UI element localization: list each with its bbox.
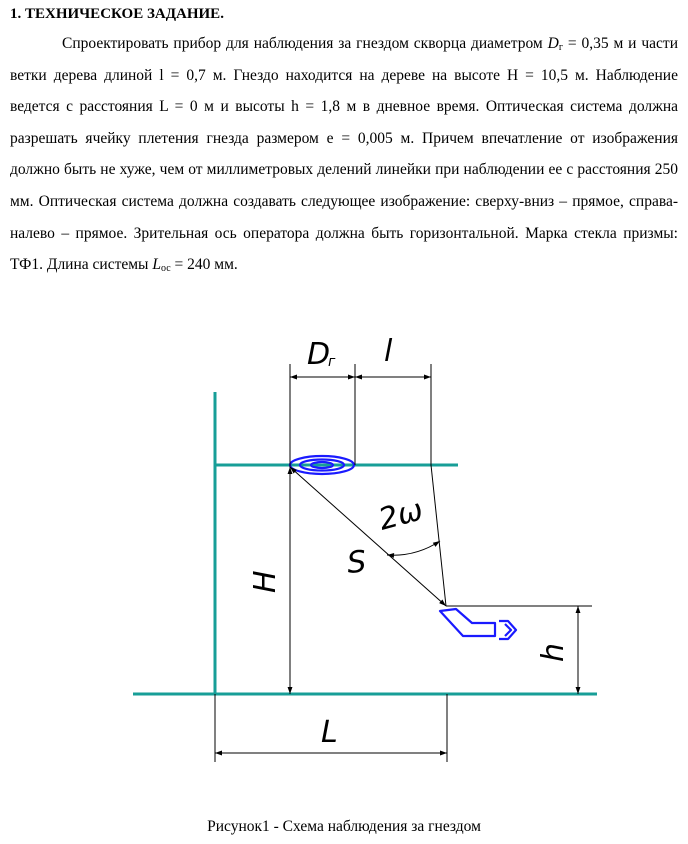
label-D: D [307, 337, 331, 372]
subscript-os: ос [160, 263, 171, 275]
periscope-device-icon [440, 609, 516, 639]
section-heading: 1. ТЕХНИЧЕСКОЕ ЗАДАНИЕ. [10, 6, 224, 22]
label-L: L [321, 715, 338, 750]
label-2-omega: 2ω [375, 492, 427, 538]
label-h: h [536, 642, 571, 662]
figure-caption: Рисунок1 - Схема наблюдения за гнездом [207, 818, 481, 835]
dimension-S-line-of-sight [290, 467, 446, 606]
label-l: l [384, 334, 393, 369]
text-part-1: Спроектировать прибор для наблюдения за гнездом скворца диаметром [62, 35, 548, 52]
symbol-D: D [547, 35, 559, 52]
symbol-L: L [152, 256, 161, 274]
text-part-2: = 0,35 м и части ветки дерева длиной l = 0,7 м. Гнездо находится на дереве на высоте H = 10,5 м. Наблюдение ведется с расстояния L = 0 м и высоты h = 1,8 м в дневное время. Оптическая система должна разрешать ячейку плетения гнезда размером e = 0,005 м. Причем впечатление от изображения должно быть не хуже, чем от миллиметровых делений линейки при наблюдении ее с расстояния 250 мм. Оптическая система должна создавать следующее изображение: сверху-вниз – прямое, справа-налево – прямое. Зрительная ось оператора должна быть горизонтальной. Марка стекла призмы: ТФ1. Длина системы [10, 35, 678, 274]
label-S: S [345, 544, 368, 581]
angle-arc-2-omega [387, 541, 440, 555]
label-D-subscript: г [328, 354, 336, 370]
view-field-edge [431, 465, 446, 606]
label-H: H [248, 570, 283, 593]
text-part-3: = 240 мм. [170, 256, 238, 274]
subscript-g: г [558, 42, 563, 53]
